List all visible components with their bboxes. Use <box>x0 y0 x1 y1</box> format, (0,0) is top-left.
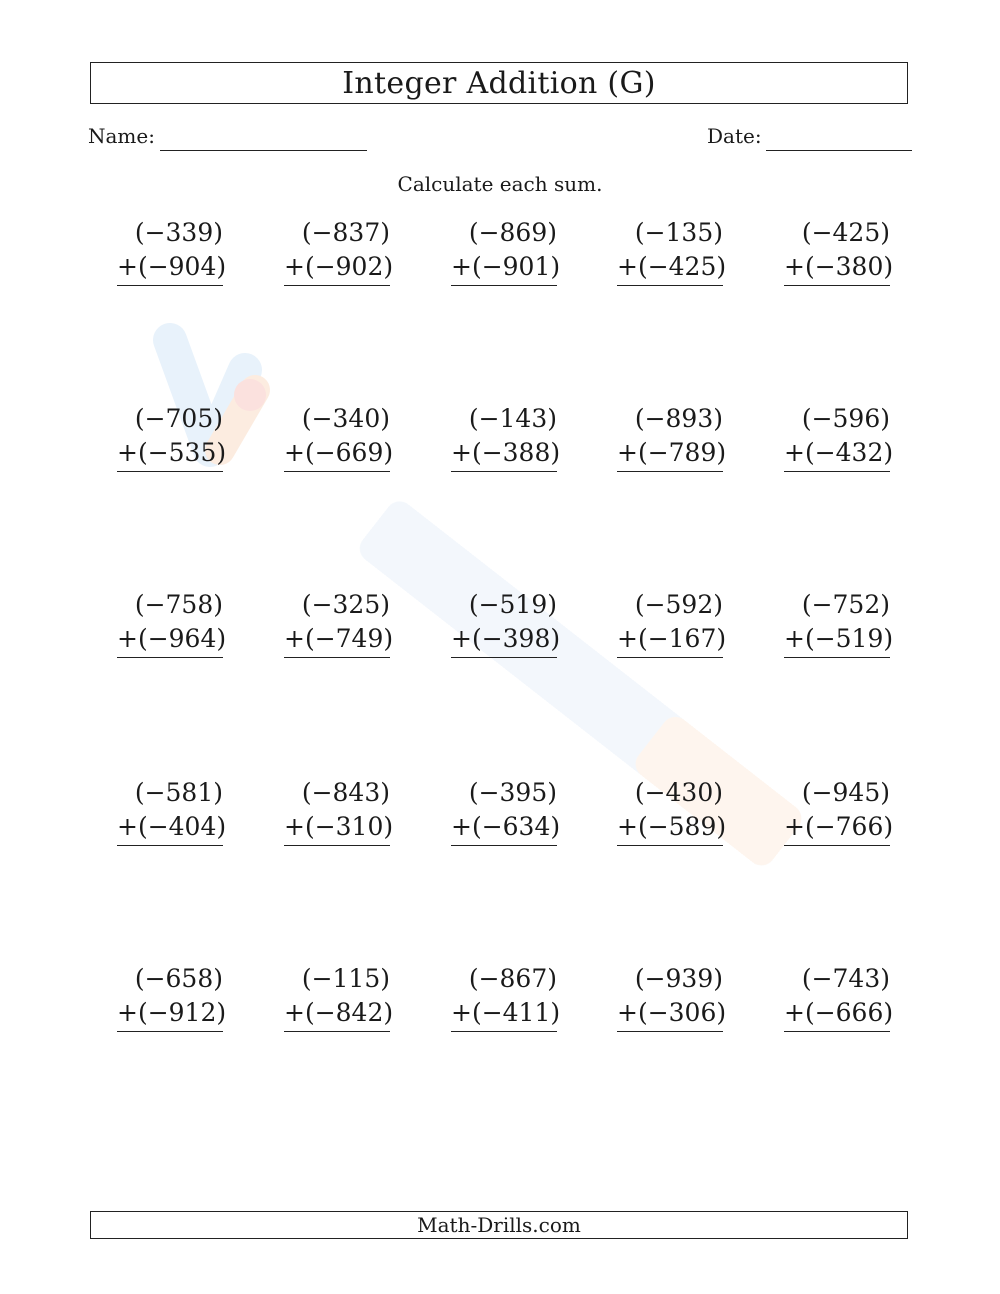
problem <box>284 402 394 472</box>
problem <box>617 216 727 286</box>
problem-addend-bottom: +(−901) <box>451 250 557 286</box>
problem-addend-bottom: +(−535) <box>117 436 223 472</box>
problem-addend-bottom: +(−411) <box>451 996 557 1032</box>
problem-addend-top: (−425) <box>801 218 890 247</box>
problem-addend-top: (−395) <box>468 778 557 807</box>
problem <box>617 588 727 658</box>
problem <box>617 776 727 846</box>
problem-addend-bottom: +(−380) <box>784 250 890 286</box>
problem <box>784 962 894 1032</box>
problem-addend-top: (−843) <box>301 778 390 807</box>
problem-addend-bottom: +(−666) <box>784 996 890 1032</box>
problem-addend-top: (−430) <box>634 778 723 807</box>
problem <box>117 588 227 658</box>
problem-addend-bottom: +(−749) <box>284 622 390 658</box>
problem-addend-bottom: +(−589) <box>617 810 723 846</box>
problem <box>617 402 727 472</box>
worksheet-title-box <box>90 62 908 104</box>
problem-addend-bottom: +(−404) <box>117 810 223 846</box>
problem-addend-top: (−867) <box>468 964 557 993</box>
problem-addend-top: (−705) <box>134 404 223 433</box>
problem-addend-top: (−592) <box>634 590 723 619</box>
problem-addend-top: (−869) <box>468 218 557 247</box>
footer-box <box>90 1211 908 1239</box>
problem <box>451 402 561 472</box>
problem <box>784 588 894 658</box>
problem-addend-top: (−658) <box>134 964 223 993</box>
problem <box>117 402 227 472</box>
problem-addend-top: (−939) <box>634 964 723 993</box>
problem-addend-bottom: +(−902) <box>284 250 390 286</box>
footer-site-name: Math-Drills.com <box>417 1213 581 1237</box>
problem-addend-top: (−837) <box>301 218 390 247</box>
problem-addend-bottom: +(−912) <box>117 996 223 1032</box>
problem <box>617 962 727 1032</box>
problem-addend-top: (−519) <box>468 590 557 619</box>
problem-addend-top: (−115) <box>301 964 390 993</box>
problem-addend-bottom: +(−669) <box>284 436 390 472</box>
problem-addend-bottom: +(−388) <box>451 436 557 472</box>
problem-addend-top: (−340) <box>301 404 390 433</box>
problem-addend-top: (−581) <box>134 778 223 807</box>
problem-addend-bottom: +(−789) <box>617 436 723 472</box>
problem-addend-top: (−339) <box>134 218 223 247</box>
problem <box>117 216 227 286</box>
problem <box>451 962 561 1032</box>
problem-addend-bottom: +(−904) <box>117 250 223 286</box>
problem-addend-top: (−945) <box>801 778 890 807</box>
date-label: Date: <box>707 124 762 148</box>
problem-addend-bottom: +(−425) <box>617 250 723 286</box>
problem-addend-bottom: +(−310) <box>284 810 390 846</box>
problem <box>284 776 394 846</box>
problem <box>451 776 561 846</box>
name-field-line[interactable] <box>160 150 367 151</box>
problem-addend-bottom: +(−432) <box>784 436 890 472</box>
problem-addend-bottom: +(−519) <box>784 622 890 658</box>
problem-addend-bottom: +(−398) <box>451 622 557 658</box>
problem <box>784 216 894 286</box>
problem <box>117 776 227 846</box>
problem <box>284 216 394 286</box>
problem-addend-bottom: +(−766) <box>784 810 890 846</box>
problem-addend-bottom: +(−634) <box>451 810 557 846</box>
problem-addend-top: (−743) <box>801 964 890 993</box>
problem-addend-top: (−135) <box>634 218 723 247</box>
problem <box>117 962 227 1032</box>
problem <box>451 216 561 286</box>
date-field-line[interactable] <box>766 150 912 151</box>
worksheet-title: Integer Addition (G) <box>342 65 656 101</box>
problem-addend-bottom: +(−964) <box>117 622 223 658</box>
problem-addend-bottom: +(−306) <box>617 996 723 1032</box>
problem-addend-top: (−752) <box>801 590 890 619</box>
problem-addend-bottom: +(−842) <box>284 996 390 1032</box>
problem <box>451 588 561 658</box>
problem-addend-top: (−143) <box>468 404 557 433</box>
name-label: Name: <box>88 124 155 148</box>
problem <box>284 962 394 1032</box>
problem-addend-top: (−325) <box>301 590 390 619</box>
problem <box>784 776 894 846</box>
problem-addend-top: (−596) <box>801 404 890 433</box>
problem-addend-bottom: +(−167) <box>617 622 723 658</box>
problem <box>284 588 394 658</box>
problem <box>784 402 894 472</box>
problem-addend-top: (−758) <box>134 590 223 619</box>
problem-addend-top: (−893) <box>634 404 723 433</box>
instructions: Calculate each sum. <box>397 172 603 196</box>
